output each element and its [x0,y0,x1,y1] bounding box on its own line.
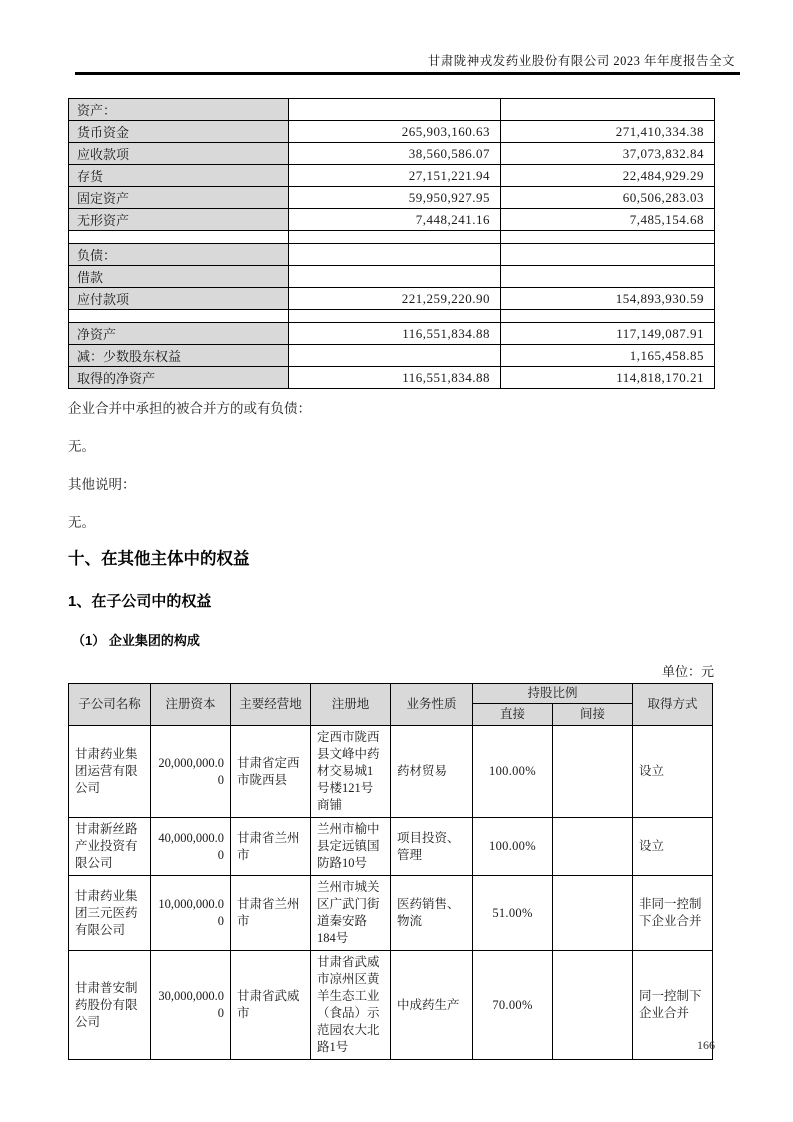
registered-capital: 30,000,000.00 [151,951,231,1060]
column-header-method: 取得方式 [633,684,713,726]
row-label: 负债： [69,244,289,266]
column-header-capital: 注册资本 [151,684,231,726]
column-header-indirect: 间接 [553,704,633,726]
value-cell [289,345,501,367]
column-header-holding-ratio: 持股比例 [473,684,633,704]
value-cell: 154,893,930.59 [501,288,715,310]
table-row [69,121,715,143]
none-text: 无。 [68,439,95,454]
table-row [69,288,715,310]
subsidiary-name: 甘肃药业集团三元医药有限公司 [69,876,151,951]
value-cell: 114,818,170.21 [501,367,715,389]
business-nature: 中成药生产 [391,951,473,1060]
value-cell: 116,551,834.88 [289,367,501,389]
table-row-blank [69,310,715,323]
table-row [69,323,715,345]
row-label: 取得的净资产 [69,367,289,389]
acquisition-method: 同一控制下企业合并 [633,951,713,1060]
column-header-reg-place: 注册地 [311,684,391,726]
acquisition-method: 非同一控制下企业合并 [633,876,713,951]
value-cell: 271,410,334.38 [501,121,715,143]
table-row [69,244,715,266]
value-cell: 221,259,220.90 [289,288,501,310]
value-cell: 27,151,221.94 [289,165,501,187]
value-cell [501,310,715,323]
row-label: 资产： [69,99,289,121]
table-row-subsidiary [69,818,713,876]
contingent-liabilities-text: 企业合并中承担的被合并方的或有负债： [68,401,311,416]
value-cell [289,99,501,121]
value-cell [289,231,501,244]
table-row [69,99,715,121]
business-nature: 医药销售、物流 [391,876,473,951]
subsidiary-name: 甘肃普安制药股份有限公司 [69,951,151,1060]
value-cell: 59,950,927.95 [289,187,501,209]
acquisition-method: 设立 [633,818,713,876]
section-heading-interests-in-other-entities: 十、在其他主体中的权益 [68,550,250,568]
registered-capital: 20,000,000.00 [151,726,231,818]
main-place: 甘肃省兰州市 [231,818,311,876]
value-cell [501,99,715,121]
value-cell [501,244,715,266]
subsidiary-name: 甘肃新丝路产业投资有限公司 [69,818,151,876]
indirect-ratio [553,726,633,818]
column-header-business: 业务性质 [391,684,473,726]
registered-place: 甘肃省武威市凉州区黄羊生态工业（食品）示范园农大北路1号 [311,951,391,1060]
value-cell [289,310,501,323]
row-label: 净资产 [69,323,289,345]
row-label: 固定资产 [69,187,289,209]
value-cell: 60,506,283.03 [501,187,715,209]
indirect-ratio [553,876,633,951]
subsidiaries-table [68,683,713,1060]
value-cell: 7,448,241.16 [289,209,501,231]
value-cell [289,244,501,266]
value-cell: 265,903,160.63 [289,121,501,143]
row-label: 减：少数股东权益 [69,345,289,367]
document-header-title: 甘肃陇神戎发药业股份有限公司 2023 年年度报告全文 [427,54,735,68]
main-place: 甘肃省定西市陇西县 [231,726,311,818]
value-cell: 1,165,458.85 [501,345,715,367]
table-row-subsidiary [69,726,713,818]
value-cell: 38,560,586.07 [289,143,501,165]
table-row [69,187,715,209]
registered-place: 兰州市榆中县定远镇国防路10号 [311,818,391,876]
value-cell: 37,073,832.84 [501,143,715,165]
direct-ratio: 70.00% [473,951,553,1060]
subsection-heading-interests-in-subsidiaries: 1、在子公司中的权益 [68,593,212,610]
acquisition-method: 设立 [633,726,713,818]
main-place: 甘肃省武威市 [231,951,311,1060]
registered-capital: 40,000,000.00 [151,818,231,876]
registered-capital: 10,000,000.00 [151,876,231,951]
table-row [69,345,715,367]
registered-place: 兰州市城关区广武门街道秦安路184号 [311,876,391,951]
merger-financials-table [68,98,715,389]
business-nature: 药材贸易 [391,726,473,818]
direct-ratio: 51.00% [473,876,553,951]
header-divider-line [75,72,740,75]
table-row-subsidiary [69,951,713,1060]
value-cell: 7,485,154.68 [501,209,715,231]
row-label: 应付款项 [69,288,289,310]
unit-note: 单位：元 [661,664,714,679]
table-row [69,209,715,231]
row-label: 存货 [69,165,289,187]
row-label: 应收款项 [69,143,289,165]
table-row [69,165,715,187]
table-header-row [69,684,713,704]
direct-ratio: 100.00% [473,818,553,876]
table-row-blank [69,231,715,244]
value-cell [501,266,715,288]
table-row-subsidiary [69,876,713,951]
table-row [69,266,715,288]
value-cell [501,231,715,244]
row-label: 无形资产 [69,209,289,231]
indirect-ratio [553,951,633,1060]
row-label: 借款 [69,266,289,288]
value-cell: 22,484,929.29 [501,165,715,187]
row-label: 货币资金 [69,121,289,143]
business-nature: 项目投资、管理 [391,818,473,876]
subsidiary-name: 甘肃药业集团运营有限公司 [69,726,151,818]
indirect-ratio [553,818,633,876]
row-label [69,310,289,323]
subsection-heading-group-composition: （1） 企业集团的构成 [72,633,200,648]
page-number: 166 [697,1038,715,1052]
column-header-direct: 直接 [473,704,553,726]
none-text: 无。 [68,515,95,530]
registered-place: 定西市陇西县文峰中药材交易城1号楼121号商铺 [311,726,391,818]
row-label [69,231,289,244]
direct-ratio: 100.00% [473,726,553,818]
table-row [69,143,715,165]
table-row [69,367,715,389]
value-cell: 117,149,087.91 [501,323,715,345]
main-place: 甘肃省兰州市 [231,876,311,951]
other-notes-text: 其他说明： [68,477,136,492]
value-cell: 116,551,834.88 [289,323,501,345]
value-cell [289,266,501,288]
column-header-name: 子公司名称 [69,684,151,726]
column-header-main-place: 主要经营地 [231,684,311,726]
